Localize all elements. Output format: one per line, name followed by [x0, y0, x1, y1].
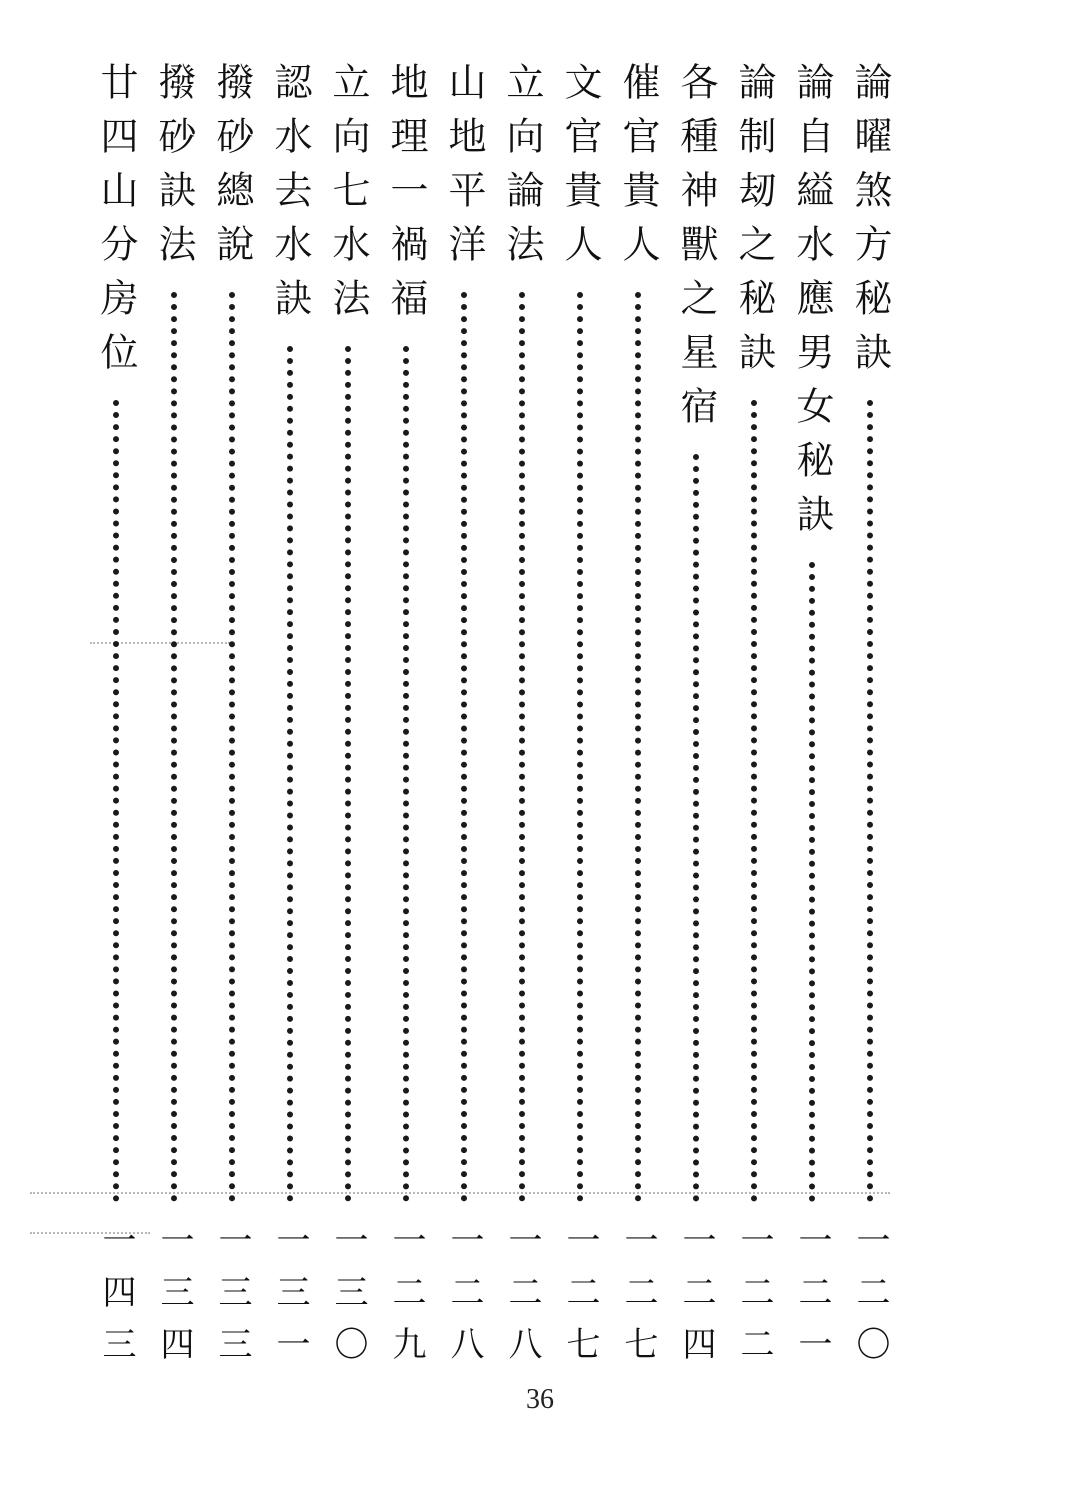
toc-entry-page: 一二八: [444, 1222, 484, 1378]
toc-dot-leader: [693, 454, 699, 1202]
toc-dot-leader: [809, 562, 815, 1202]
toc-dot-leader: [867, 400, 873, 1202]
toc-entry: [666, 62, 726, 1382]
toc-entry-title: 論曜煞方秘訣: [848, 62, 892, 386]
toc-entry-title: 論制刼之秘訣: [732, 62, 776, 386]
toc-entry-title: 催官貴人: [616, 62, 660, 278]
toc-entry-page: 一二四: [676, 1222, 716, 1378]
toc-entry: [492, 62, 552, 1382]
toc-entry-title: 立向七水法: [326, 62, 370, 332]
toc-dot-leader: [403, 346, 409, 1202]
toc-entry-page: 一二一: [792, 1222, 832, 1378]
toc-entry-title: 撥砂訣法: [152, 62, 196, 278]
toc-entry: [608, 62, 668, 1382]
toc-entry-page: 一二二: [734, 1222, 774, 1378]
toc-dot-leader: [229, 292, 235, 1202]
toc-entry: [318, 62, 378, 1382]
toc-dot-leader: [287, 346, 293, 1202]
toc-entry-title: 地理一禍福: [384, 62, 428, 332]
toc-entry: [144, 62, 204, 1382]
toc-dot-leader: [461, 292, 467, 1202]
toc-entry-page: 一四三: [96, 1222, 136, 1378]
toc-entry: [376, 62, 436, 1382]
toc-entry: [724, 62, 784, 1382]
toc-entry: [260, 62, 320, 1382]
toc-entry: [782, 62, 842, 1382]
toc-entry-title: 撥砂總說: [210, 62, 254, 278]
toc-entry-title: 各種神獸之星宿: [674, 62, 718, 440]
toc-dot-leader: [751, 400, 757, 1202]
toc-dot-leader: [113, 400, 119, 1202]
toc-entry-title: 認水去水訣: [268, 62, 312, 332]
toc-dot-leader: [635, 292, 641, 1202]
toc-dot-leader: [519, 292, 525, 1202]
toc-entry-title: 論自縊水應男女秘訣: [790, 62, 834, 548]
toc-entry: [550, 62, 610, 1382]
toc-dot-leader: [345, 346, 351, 1202]
toc-entry: [434, 62, 494, 1382]
toc-entry: [840, 62, 900, 1382]
toc-dot-leader: [577, 292, 583, 1202]
toc-entry-page: 一二七: [618, 1222, 658, 1378]
page-number: 36: [526, 1384, 554, 1415]
toc-entry-page: 一二七: [560, 1222, 600, 1378]
toc-entry-page: 一二〇: [850, 1222, 890, 1378]
toc-entry-page: 一二九: [386, 1222, 426, 1378]
toc-entry: [202, 62, 262, 1382]
toc-entry-title: 文官貴人: [558, 62, 602, 278]
toc-dot-leader: [171, 292, 177, 1202]
toc-entry-title: 山地平洋: [442, 62, 486, 278]
toc-entry-page: 一三一: [270, 1222, 310, 1378]
toc-entry-page: 一三四: [154, 1222, 194, 1378]
toc-entry-page: 一三三: [212, 1222, 252, 1378]
toc-entry: [86, 62, 146, 1382]
toc-entry-title: 廿四山分房位: [94, 62, 138, 386]
toc-entry-page: 一三〇: [328, 1222, 368, 1378]
toc-entry-title: 立向論法: [500, 62, 544, 278]
toc-entry-page: 一二八: [502, 1222, 542, 1378]
